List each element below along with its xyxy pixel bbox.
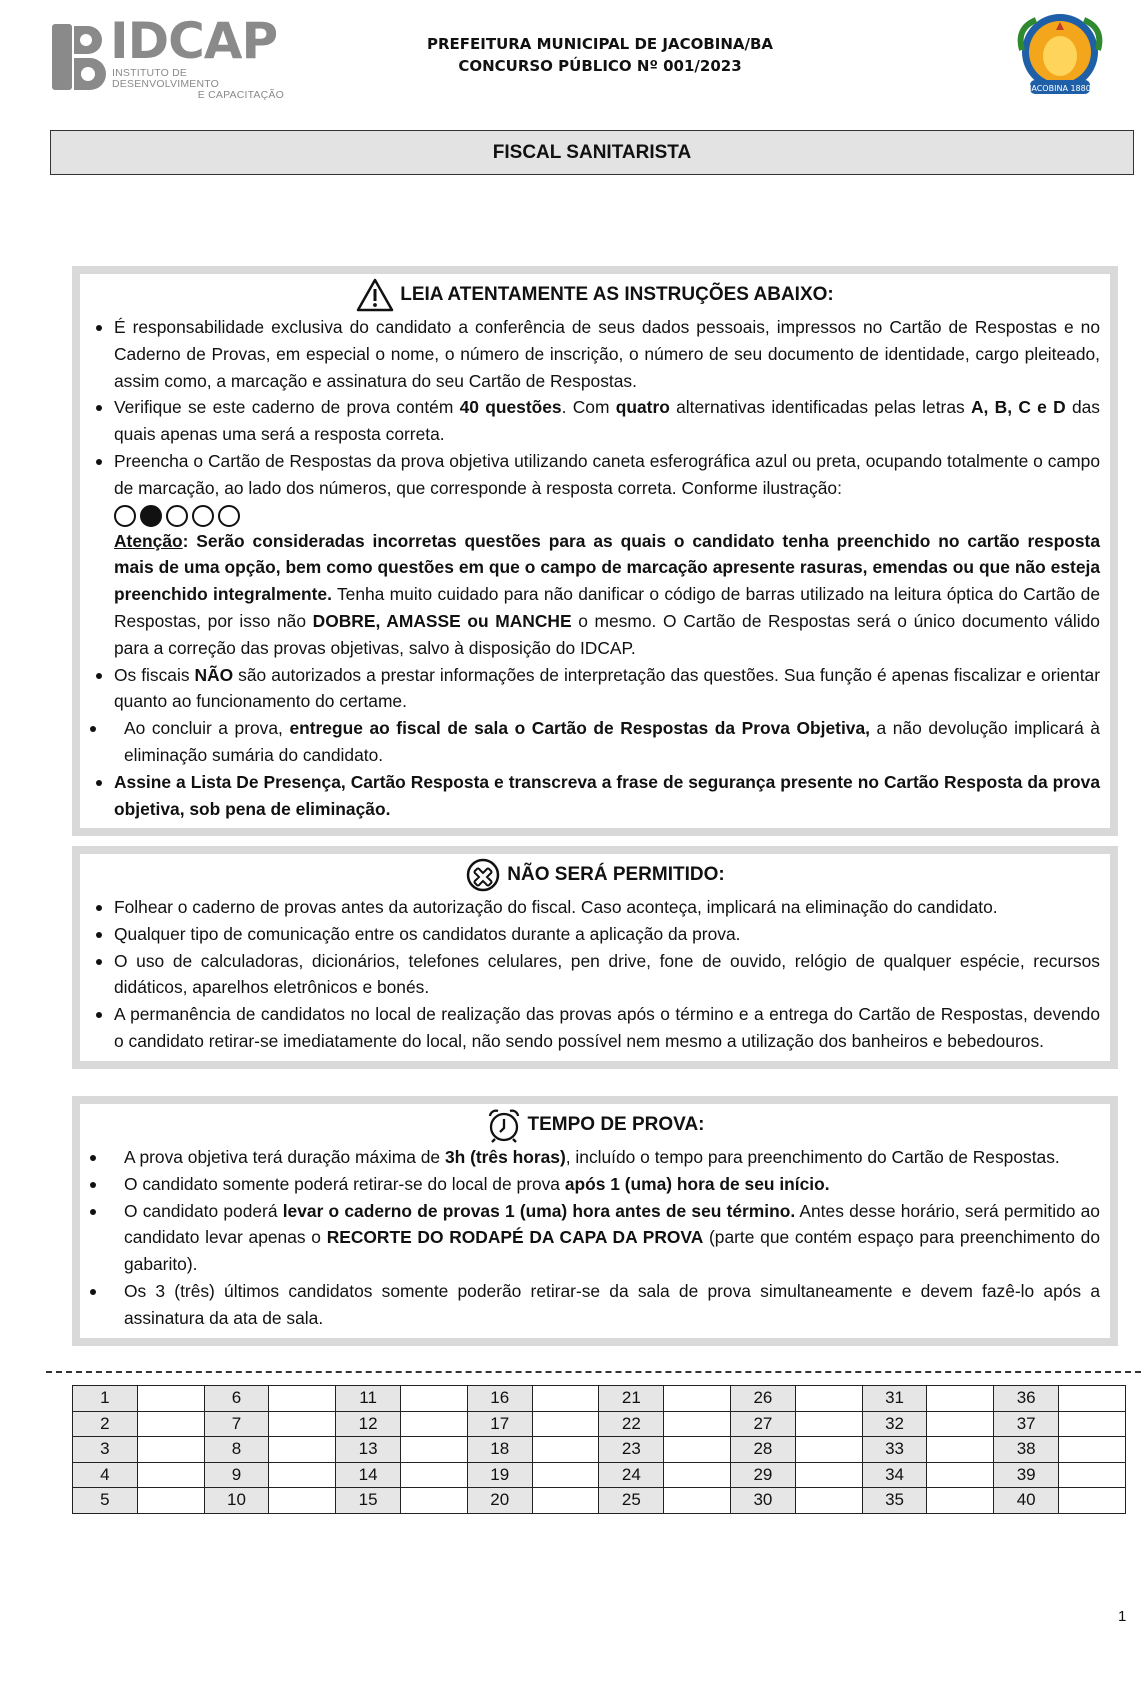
answer-field[interactable] xyxy=(401,1411,468,1437)
answer-field[interactable] xyxy=(137,1411,204,1437)
answer-field[interactable] xyxy=(1059,1488,1126,1514)
answer-field[interactable] xyxy=(532,1488,599,1514)
instruction-item: Verifique se este caderno de prova contém 40 questões. Com quatro alternativas identificadas pelas letras A, B, C e D das quais apenas uma será a resposta correta. xyxy=(90,394,1100,448)
answer-grid-row xyxy=(73,1411,1126,1437)
question-number: 24 xyxy=(599,1462,664,1488)
rule-item: O uso de calculadoras, dicionários, telefones celulares, pen drive, fone de ouvido, relógio de qualquer espécie, recursos didáticos, aparelhos eletrônicos e bonés. xyxy=(90,948,1100,1002)
idcap-logo xyxy=(50,12,290,101)
idcap-logo-icon xyxy=(50,22,106,92)
alarm-clock-icon xyxy=(486,1107,522,1143)
question-number: 11 xyxy=(336,1386,401,1412)
not-allowed-section xyxy=(72,846,1118,1069)
answer-field[interactable] xyxy=(927,1488,994,1514)
header-contest: CONCURSO PÚBLICO Nº 001/2023 xyxy=(458,57,742,75)
question-number: 3 xyxy=(73,1437,138,1463)
answer-field[interactable] xyxy=(401,1437,468,1463)
instruction-item: É responsabilidade exclusiva do candidato a conferência de seus dados pessoais, impressos no Cartão de Respostas e no Caderno de Provas, em especial o nome, o número de inscrição, o número de seu documento de identidade, cargo pleiteado, assim como, a marcação e assinatura do seu Cartão de Respostas. xyxy=(90,314,1100,394)
question-number: 18 xyxy=(467,1437,532,1463)
question-number: 5 xyxy=(73,1488,138,1514)
attention-label: Atenção xyxy=(114,530,183,551)
question-number: 34 xyxy=(862,1462,927,1488)
exam-time-section xyxy=(72,1096,1118,1346)
answer-field[interactable] xyxy=(664,1386,731,1412)
answer-field[interactable] xyxy=(795,1488,862,1514)
question-number: 26 xyxy=(731,1386,796,1412)
question-number: 14 xyxy=(336,1462,401,1488)
answer-field[interactable] xyxy=(664,1437,731,1463)
rule-item: Folhear o caderno de provas antes da autorização do fiscal. Caso aconteça, implicará na eliminação do candidato. xyxy=(90,894,1100,921)
answer-field[interactable] xyxy=(269,1462,336,1488)
empty-bubble-icon xyxy=(192,505,214,527)
question-number: 25 xyxy=(599,1488,664,1514)
question-number: 9 xyxy=(204,1462,269,1488)
instruction-item: Assine a Lista De Presença, Cartão Resposta e transcreva a frase de segurança presente no Cartão Resposta da prova objetiva, sob pena de eliminação. xyxy=(90,769,1100,823)
exam-time-header xyxy=(90,1106,1100,1144)
marking-illustration xyxy=(114,502,1100,528)
time-item: Os 3 (três) últimos candidatos somente poderão retirar-se da sala de prova simultaneamente e devem fazê-lo após a assinatura da ata de sala. xyxy=(90,1278,1100,1332)
answer-field[interactable] xyxy=(532,1437,599,1463)
question-number: 8 xyxy=(204,1437,269,1463)
question-number: 23 xyxy=(599,1437,664,1463)
document-header xyxy=(380,33,820,77)
answer-grid-row xyxy=(73,1488,1126,1514)
answer-field[interactable] xyxy=(795,1411,862,1437)
answer-field[interactable] xyxy=(795,1437,862,1463)
answer-field[interactable] xyxy=(927,1411,994,1437)
answer-field[interactable] xyxy=(927,1437,994,1463)
answer-field[interactable] xyxy=(664,1462,731,1488)
answer-field[interactable] xyxy=(269,1411,336,1437)
answer-grid-row xyxy=(73,1386,1126,1412)
question-number: 4 xyxy=(73,1462,138,1488)
exam-time-title: TEMPO DE PROVA: xyxy=(527,1114,705,1135)
time-item: A prova objetiva terá duração máxima de 3h (três horas), incluído o tempo para preenchimento do Cartão de Respostas. xyxy=(90,1144,1100,1171)
instructions-header xyxy=(90,276,1100,314)
answer-field[interactable] xyxy=(137,1386,204,1412)
answer-field[interactable] xyxy=(401,1462,468,1488)
answer-field[interactable] xyxy=(269,1488,336,1514)
question-number: 38 xyxy=(994,1437,1059,1463)
answer-field[interactable] xyxy=(1059,1462,1126,1488)
logo-wordmark: IDCAP xyxy=(110,12,278,70)
empty-bubble-icon xyxy=(218,505,240,527)
forbidden-icon xyxy=(465,857,501,893)
answer-field[interactable] xyxy=(795,1386,862,1412)
answer-grid-row xyxy=(73,1462,1126,1488)
question-number: 13 xyxy=(336,1437,401,1463)
answer-field[interactable] xyxy=(137,1488,204,1514)
question-number: 17 xyxy=(467,1411,532,1437)
question-number: 28 xyxy=(731,1437,796,1463)
question-number: 22 xyxy=(599,1411,664,1437)
question-number: 2 xyxy=(73,1411,138,1437)
question-number: 31 xyxy=(862,1386,927,1412)
answer-grid xyxy=(72,1385,1126,1514)
answer-field[interactable] xyxy=(532,1411,599,1437)
time-item: O candidato somente poderá retirar-se do local de prova após 1 (uma) hora de seu início. xyxy=(90,1171,1100,1198)
answer-field[interactable] xyxy=(927,1386,994,1412)
instructions-title: LEIA ATENTAMENTE AS INSTRUÇÕES ABAIXO: xyxy=(400,284,834,305)
answer-field[interactable] xyxy=(1059,1437,1126,1463)
cut-line xyxy=(46,1371,1141,1373)
answer-field[interactable] xyxy=(1059,1386,1126,1412)
exam-title: FISCAL SANITARISTA xyxy=(50,130,1134,175)
answer-field[interactable] xyxy=(532,1386,599,1412)
instructions-section xyxy=(72,266,1118,836)
question-number: 30 xyxy=(731,1488,796,1514)
question-number: 7 xyxy=(204,1411,269,1437)
answer-grid-row xyxy=(73,1437,1126,1463)
page-number: 1 xyxy=(1118,1608,1127,1625)
not-allowed-title: NÃO SERÁ PERMITIDO: xyxy=(507,864,725,885)
question-number: 15 xyxy=(336,1488,401,1514)
empty-bubble-icon xyxy=(114,505,136,527)
not-allowed-header xyxy=(90,856,1100,894)
question-number: 36 xyxy=(994,1386,1059,1412)
time-item: O candidato poderá levar o caderno de provas 1 (uma) hora antes de seu término. Antes desse horário, será permitido ao candidato levar apenas o RECORTE DO RODAPÉ DA CAPA DA PROVA (parte que contém espaço para preenchimento do gabarito). xyxy=(90,1198,1100,1278)
question-number: 1 xyxy=(73,1386,138,1412)
answer-field[interactable] xyxy=(664,1488,731,1514)
municipal-seal-icon xyxy=(1010,10,1110,98)
logo-subtitle: INSTITUTO DE DESENVOLVIMENTO E CAPACITAÇÃO xyxy=(112,67,284,101)
question-number: 16 xyxy=(467,1386,532,1412)
question-number: 20 xyxy=(467,1488,532,1514)
instruction-item: Ao concluir a prova, entregue ao fiscal de sala o Cartão de Respostas da Prova Objetiva, a não devolução implicará à eliminação sumária do candidato. xyxy=(90,715,1100,769)
answer-field[interactable] xyxy=(137,1437,204,1463)
header-municipality: PREFEITURA MUNICIPAL DE JACOBINA/BA xyxy=(426,35,774,53)
warning-icon xyxy=(356,278,394,312)
question-number: 10 xyxy=(204,1488,269,1514)
answer-field[interactable] xyxy=(137,1462,204,1488)
answer-field[interactable] xyxy=(1059,1411,1126,1437)
question-number: 37 xyxy=(994,1411,1059,1437)
question-number: 40 xyxy=(994,1488,1059,1514)
question-number: 35 xyxy=(862,1488,927,1514)
question-number: 19 xyxy=(467,1462,532,1488)
instruction-item: Preencha o Cartão de Respostas da prova objetiva utilizando caneta esferográfica azul ou preta, ocupando totalmente o campo de marcação, ao lado dos números, que corresponde à resposta correta. Conforme ilustração: Atenção: Serão consideradas incorretas questões para as quais o candidato tenha preenchido no cartão resposta mais de uma opção, bem como questões em que o campo de marcação apresente rasuras, emendas ou que não esteja preenchido integralmente. Tenha muito cuidado para não danificar o código de barras utilizado na leitura óptica do Cartão de Respostas, por isso não DOBRE, AMASSE ou MANCHE o mesmo. O Cartão de Respostas será o único documento válido para a correção das provas objetivas, salvo à disposição do IDCAP. xyxy=(90,448,1100,662)
answer-field[interactable] xyxy=(401,1386,468,1412)
rule-item: Qualquer tipo de comunicação entre os candidatos durante a aplicação da prova. xyxy=(90,921,1100,948)
answer-field[interactable] xyxy=(532,1462,599,1488)
question-number: 39 xyxy=(994,1462,1059,1488)
answer-field[interactable] xyxy=(269,1386,336,1412)
question-number: 33 xyxy=(862,1437,927,1463)
question-number: 6 xyxy=(204,1386,269,1412)
question-number: 21 xyxy=(599,1386,664,1412)
answer-field[interactable] xyxy=(401,1488,468,1514)
question-number: 32 xyxy=(862,1411,927,1437)
answer-field[interactable] xyxy=(795,1462,862,1488)
filled-bubble-icon xyxy=(140,505,162,527)
rule-item: A permanência de candidatos no local de realização das provas após o término e a entrega do Cartão de Respostas, devendo o candidato retirar-se imediatamente do local, não sendo possível nem mesmo a utilização dos banheiros e bebedouros. xyxy=(90,1001,1100,1055)
answer-field[interactable] xyxy=(927,1462,994,1488)
empty-bubble-icon xyxy=(166,505,188,527)
question-number: 12 xyxy=(336,1411,401,1437)
answer-field[interactable] xyxy=(664,1411,731,1437)
seal-text: JACOBINA 1880 xyxy=(1029,84,1091,93)
question-number: 27 xyxy=(731,1411,796,1437)
answer-field[interactable] xyxy=(269,1437,336,1463)
instruction-item: Os fiscais NÃO são autorizados a prestar informações de interpretação das questões. Sua função é apenas fiscalizar e orientar quanto ao funcionamento do certame. xyxy=(90,662,1100,716)
question-number: 29 xyxy=(731,1462,796,1488)
